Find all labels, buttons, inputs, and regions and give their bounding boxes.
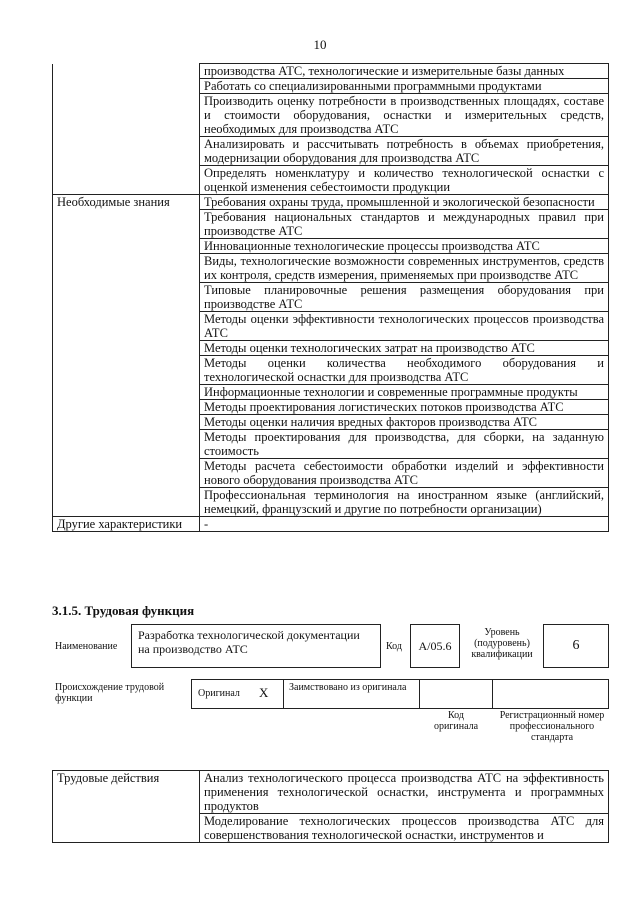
table-row: [53, 210, 609, 239]
table-row: [53, 814, 609, 843]
row-label: [53, 814, 200, 843]
row-text: Требования национальных стандартов и международных правил при производстве АТС: [200, 210, 609, 239]
row-text: Методы расчета себестоимости обработки изделий и эффективности нового оборудования производства АТС: [200, 459, 609, 488]
level-value: 6: [572, 638, 580, 653]
table-row: [53, 195, 609, 210]
row-label: [53, 210, 200, 239]
row-text: Требования охраны труда, промышленной и экологической безопасности: [200, 195, 609, 210]
row-label: [53, 415, 200, 430]
row-label: [53, 341, 200, 356]
row-label: Другие характеристики: [53, 517, 200, 532]
origin-divider-3: [492, 679, 493, 709]
row-label: [53, 312, 200, 341]
table-row: [53, 459, 609, 488]
row-label: [53, 356, 200, 385]
row-text: Методы оценки количества необходимого оборудования и технологической оснастки для производства АТС: [200, 356, 609, 385]
page-number: 10: [313, 37, 327, 52]
level-label: Уровень (подуровень) квалификации: [471, 627, 533, 660]
row-text: Работать со специализированными программными продуктами: [200, 79, 609, 94]
row-text: Методы проектирования логистических потоков производства АТС: [200, 400, 609, 415]
origin-divider-1: [283, 679, 284, 709]
row-text: Инновационные технологические процессы производства АТС: [200, 239, 609, 254]
name-label: Наименование: [55, 641, 118, 652]
row-label: [53, 488, 200, 517]
knowledge-table: [52, 63, 609, 532]
row-text: Виды, технологические возможности современных инструментов, средств их контроля, средств измерения, применяемых при производстве АТС: [200, 254, 609, 283]
table-row: [53, 517, 609, 532]
row-text: Методы оценки наличия вредных факторов производства АТС: [200, 415, 609, 430]
row-text: -: [200, 517, 609, 532]
table-row: [53, 400, 609, 415]
table-row: [53, 356, 609, 385]
borrowed-label: Заимствовано из оригинала: [289, 682, 407, 693]
row-label: [53, 400, 200, 415]
section-title: 3.1.5. Трудовая функция: [52, 603, 195, 618]
table-row: [53, 415, 609, 430]
table-row: [53, 771, 609, 814]
table-row: [53, 341, 609, 356]
table-row: [53, 239, 609, 254]
function-name-value: Разработка технологической документации на производство АТС: [138, 628, 360, 656]
row-label: [53, 459, 200, 488]
row-text: производства АТС, технологические и измерительные базы данных: [200, 64, 609, 79]
row-text: Производить оценку потребности в производственных площадях, составе и стоимости оборудования, оснастки и измерительных средств, необходимых для производства АТС: [200, 94, 609, 137]
row-text: Определять номенклатуру и количество технологической оснастки с оценкой изменения себестоимости продукции: [200, 166, 609, 195]
origin-divider-2: [419, 679, 420, 709]
row-text: Информационные технологии и современные программные продукты: [200, 385, 609, 400]
row-label: [53, 430, 200, 459]
table-row: [53, 64, 609, 79]
row-text: Анализ технологического процесса производства АТС на эффективность применения технологической оснастки, инструмента и программных продуктов: [200, 771, 609, 814]
table-row: [53, 79, 609, 94]
origin-label: Происхождение трудовой функции: [55, 682, 165, 704]
original-label: Оригинал: [198, 688, 240, 699]
code-value: A/05.6: [418, 639, 452, 653]
row-label: [53, 283, 200, 312]
row-label: Необходимые знания: [53, 195, 200, 210]
table-row: [53, 430, 609, 459]
row-text: Анализировать и рассчитывать потребность в объемах приобретения, модернизации оборудования для производства АТС: [200, 137, 609, 166]
level-box: [543, 624, 609, 668]
row-text: Профессиональная терминология на иностранном языке (английский, немецкий, французский и другие по потребности организации): [200, 488, 609, 517]
table-row: [53, 254, 609, 283]
row-text: Типовые планировочные решения размещения оборудования при производстве АТС: [200, 283, 609, 312]
row-label: [53, 64, 200, 79]
code-label: Код: [386, 641, 402, 652]
table-row: [53, 283, 609, 312]
row-text: Методы проектирования для производства, для сборки, на заданную стоимость: [200, 430, 609, 459]
row-label: [53, 254, 200, 283]
row-text: Моделирование технологических процессов производства АТС для совершенствования технологической оснастки, инструментов и: [200, 814, 609, 843]
reg-number-caption: Регистрационный номер профессионального стандарта: [499, 710, 605, 743]
origin-code-caption: Код оригинала: [433, 710, 479, 732]
table-row: [53, 137, 609, 166]
row-label: Трудовые действия: [53, 771, 200, 814]
row-text: Методы оценки эффективности технологических процессов производства АТС: [200, 312, 609, 341]
table-row: [53, 166, 609, 195]
actions-table: [52, 770, 609, 843]
row-label: [53, 79, 200, 94]
original-mark: X: [259, 685, 269, 700]
table-row: [53, 94, 609, 137]
row-label: [53, 239, 200, 254]
table-row: [53, 385, 609, 400]
code-box: [410, 624, 460, 668]
table-row: [53, 488, 609, 517]
row-label: [53, 166, 200, 195]
row-text: Методы оценки технологических затрат на производство АТС: [200, 341, 609, 356]
row-label: [53, 94, 200, 137]
row-label: [53, 385, 200, 400]
row-label: [53, 137, 200, 166]
function-name-box: [131, 624, 381, 668]
table-row: [53, 312, 609, 341]
